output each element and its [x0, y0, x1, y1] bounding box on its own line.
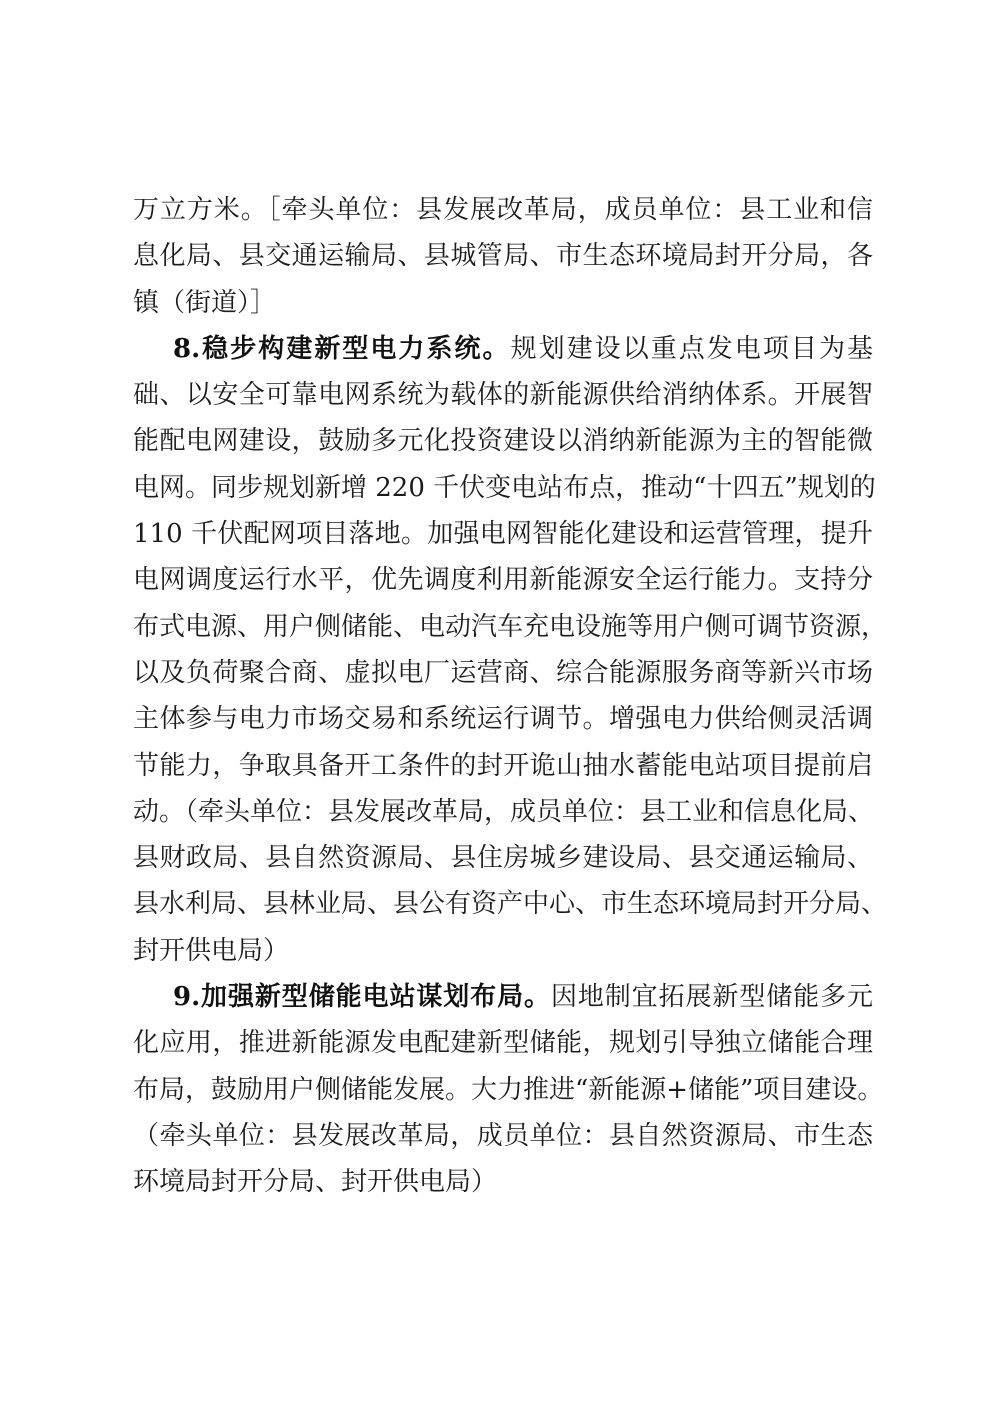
section-9-line: 环境局封开分局、封开供电局） [133, 1167, 498, 1198]
paragraph-line: 万立方米。［牵头单位：县发展改革局，成员单位：县工业和信 [133, 195, 873, 225]
section-8-line: 电网。同步规划新增 220 千伏变电站布点，推动“十四五”规划的 [133, 472, 876, 503]
section-8-heading: 8.稳步构建新型电力系统。 [173, 333, 511, 364]
section-9-line: （牵头单位：县发展改革局，成员单位：县自然资源局、市生态 [133, 1120, 873, 1151]
section-8-line: 布式电源、用户侧储能、电动汽车充电设施等用户侧可调节资源， [133, 611, 888, 642]
section-8-line: 封开供电局） [133, 935, 290, 966]
section-8-first-line [133, 326, 873, 372]
section-8-line: 电网调度运行水平，优先调度利用新能源安全运行能力。支持分 [133, 565, 873, 596]
section-9-line: 布局，鼓励用户侧储能发展。大力推进“新能源+储能”项目建设。 [133, 1074, 884, 1105]
section-8-line: 础、以安全可靠电网系统为载体的新能源供给消纳体系。开展智 [133, 380, 873, 411]
section-8-line: 动。（牵头单位：县发展改革局，成员单位：县工业和信息化局、 [133, 796, 875, 827]
paragraph-line: 镇（街道）］ [133, 287, 277, 318]
section-8-line: 县财政局、县自然资源局、县住房城乡建设局、县交通运输局、 [133, 843, 873, 874]
section-9-line: 化应用，推进新能源发电配建新型储能，规划引导独立储能合理 [133, 1028, 873, 1059]
section-8-line: 以及负荷聚合商、虚拟电厂运营商、综合能源服务商等新兴市场 [133, 657, 873, 688]
section-9-first-line [133, 974, 873, 1020]
section-8-line: 节能力，争取具备开工条件的封开诡山抽水蓄能电站项目提前启 [133, 750, 873, 781]
section-8-line: 县水利局、县林业局、县公有资产中心、市生态环境局封开分局、 [133, 889, 888, 920]
section-8-first-line-text: 规划建设以重点发电项目为基 [510, 333, 873, 364]
section-8-line: 主体参与电力市场交易和系统运行调节。增强电力供给侧灵活调 [133, 704, 873, 735]
section-9-heading: 9.加强新型储能电站谋划布局。 [173, 982, 551, 1013]
document-body [133, 187, 888, 1206]
paragraph-line: 息化局、县交通运输局、县城管局、市生态环境局封开分局，各 [133, 241, 873, 272]
section-8-line: 能配电网建设，鼓励多元化投资建设以消纳新能源为主的智能微 [133, 426, 873, 457]
section-8-line: 110 千伏配网项目落地。加强电网智能化建设和运营管理，提升 [133, 519, 873, 550]
section-9-first-line-text: 因地制宜拓展新型储能多元 [550, 982, 873, 1013]
